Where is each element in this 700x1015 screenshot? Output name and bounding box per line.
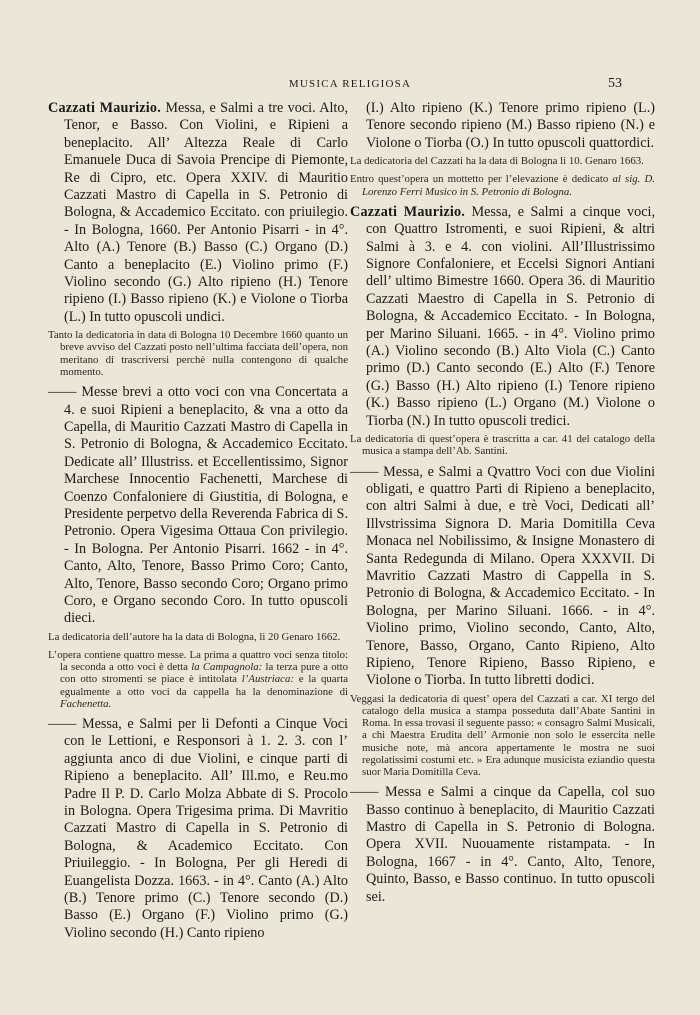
note-text: e la quarta egualmente a otto voci da cappella ha la denominazione di bbox=[60, 673, 348, 698]
entry-author: Cazzati Maurizio. bbox=[350, 203, 466, 220]
entry-messe-brevi bbox=[48, 384, 348, 628]
note-text: Entro quest’opera un mottetto per l’elevazione è dedicato bbox=[350, 173, 609, 186]
page-number: 53 bbox=[608, 76, 622, 91]
entry-text: Messe brevi a otto voci con vna Concertata a 4. e suoi Ripieni a beneplacito, & vna a otto da Capella, di Mauritio Cazzati Mastro di Capella in S. Petronio di Bologna, & Accademico Eccitato. Dedicate all’ Illustriss. et Eccellentissimo, Signor Marchese Innocentio Fachenetti, Marchese di Coenzo Confaloniere di Giustitia, di Bologna, e Presidente perpetvo della Reverenda Fabrica di S. Petronio. Opera Vigesima Ottaua Con privilegio. - In Bologna. Per Antonio Pisarri. 1662 - in 4°. Canto, Alto, Tenore, Basso Primo Coro; Canto, Alto, Tenore, Basso secondo Coro; Organo primo Coro, e Organo secondo Coro. In tutto opuscoli dieci. bbox=[64, 384, 348, 627]
note-title: la Campagnola: bbox=[191, 661, 263, 674]
note-title: Fachenetta. bbox=[60, 697, 112, 710]
entry-messa-cinque-capella bbox=[350, 784, 655, 906]
ditto-dash: —— bbox=[48, 716, 77, 732]
entry-text: Messa, e Salmi a cinque voci, con Quattro Istromenti, e suoi Ripieni, & altri Salmi à 3. e 4. con violini. All’Illustrissimo Signore Confaloniere, et Eccelsi Signori Antiani dell’ ultimo Bimestre 1660. Opera 36. di Mauritio Cazzati Maestro di Capella in S. Petronio di Bologna, & Accademico Eccitato. - In Bologna, per Marino Siluani. 1665. - in 4°. Violino primo (A.) Violino secondo (B.) Alto Viola (C.) Canto primo (D.) Canto secondo (E.) Alto (F.) Tenore (G.) Basso (H.) Alto ripieno (I.) Tenore ripieno (K.) Basso ripieno (L.) Organo (M.) Violone o Tiorba (N.) In tutto opuscoli tredici. bbox=[366, 203, 655, 429]
ditto-dash: —— bbox=[350, 784, 379, 801]
entry-text: Messa, e Salmi a Qvattro Voci con due Violini obligati, e quattro Parti di Ripieno a beneplacito, con altri Salmi à due, e trè Voci, Dedicati all’ Illvstrissima Signora D. Maria Domitilla Ceva Monaca nel Nobilissimo, & Insigne Monastero di Santa Redegunda di Milano. Opera XXXVII. Di Mavritio Cazzati Mastro di Cappella in S. Petronio di Bologna, & Accademico Eccitato. - In Bologna, per Marino Siluani. 1666. - in 4°. Violino primo, Violino secondo, Canto, Alto, Tenore, Basso, Organo, Canto Ripieno, Alto Ripieno, Tenore Ripieno, Basso Ripieno, e Violone o Tiorba. In tutto libretti dodici. bbox=[366, 463, 656, 689]
note-text: L’opera contiene quattro messe. La prima a quattro voci senza titolo: la seconda a otto voci è detta bbox=[48, 648, 348, 674]
right-column bbox=[350, 100, 655, 908]
note-dedicatoria-1662: La dedicatoria dell’autore ha la data di Bologna, li 20 Genaro 1662. bbox=[48, 630, 341, 643]
entry-text: Messa e Salmi a cinque da Capella, col suo Basso continuo à beneplacito, di Mauritio Cazzati Mastro di Capella in S. Petronio di Bologna. Opera XVII. Nuouamente ristampata. - In Bologna, 1667 - in 4°. Canto, Alto, Tenore, Quinto, Basso, e Basso continuo. In tutto opuscoli sei. bbox=[366, 784, 655, 905]
ditto-dash: —— bbox=[350, 463, 379, 480]
note-mottetto bbox=[350, 173, 655, 197]
page-header bbox=[0, 78, 700, 98]
note-dedicatoria-1660: Tanto la dedicatoria in data di Bologna 10 Decembre 1660 quanto un breve avviso del Cazzati posto nell’ultima facciata dell’opera, non meritano di trascriversi perchè nulla contengono di qualche momento. bbox=[48, 329, 348, 378]
note-title: l’Austriaca: bbox=[241, 673, 294, 686]
entry-text: Messa, e Salmi per li Defonti a Cinque Voci con le Lettioni, e Responsori à 1. 2. 3. con l’ aggiunta anco di due Violini, e cinque parti di Ripieno a beneplacito. All’ Ill.mo, e Reu.mo Padre Il P. D. Carlo Molza Abbate di S. Procolo in Bologna. Opera Trigesima prima. Di Mavritio Cazzati Mastro di Capella in S. Petronio di Bologna, & Academico Eccitato. Con Priuileggio. - In Bologna, Per gli Heredi di Euangelista Dozza. 1663. - in 4°. Canto (A.) Alto (B.) Tenore primo (C.) Tenore secondo (D.) Basso (E.) Organo (F.) Violino primo (G.) Violino secondo (H.) Canto ripieno bbox=[64, 716, 349, 941]
note-domitilla-ceva: Veggasi la dedicatoria di quest’ opera del Cazzati a car. XI tergo del catalogo della musica a stampa posseduta dall’Abate Santini in Roma. In essa trovasi il seguente passo: « consagro Salmi Musicali, a chi Maestra Erudita dell’ Armonie non solo le essercita nelle musiche note, mà ancora appertamente le mostra ne suoi regolatissimi costumi etc. » Era adunque musicista eziandio questa suor Maria Domitilla Ceva. bbox=[350, 692, 655, 779]
entry-continuation: (I.) Alto ripieno (K.) Tenore primo ripieno (L.) Tenore secondo ripieno (M.) Basso ripieno (N.) e Violone o Tiorba (O.) In tutto opuscoli quattordici. bbox=[366, 100, 655, 151]
ditto-dash: —— bbox=[48, 384, 77, 401]
entry-messa-salmi-tre-voci bbox=[48, 100, 348, 326]
note-quattro-messe bbox=[48, 649, 348, 710]
note-catalogo-santini: La dedicatoria di quest’opera è trascritta a car. 41 del catalogo della musica a stampa dell’Ab. Santini. bbox=[350, 433, 655, 458]
note-dedicatee: al sig. D. Lorenzo Ferri Musico in S. Petronio di Bologna. bbox=[362, 173, 655, 198]
running-title: MUSICA RELIGIOSA bbox=[288, 78, 412, 90]
left-column bbox=[48, 100, 348, 944]
entry-messa-quattro-voci bbox=[350, 464, 655, 690]
note-dedicatoria-1663: La dedicatoria del Cazzati ha la data di Bologna li 10. Genaro 1663. bbox=[350, 155, 644, 168]
entry-messa-salmi-cinque-voci bbox=[350, 204, 655, 430]
note-text: la terza pure a otto con otto stromenti se piace è intitolata bbox=[60, 661, 349, 686]
entry-messa-defonti bbox=[48, 716, 348, 942]
entry-author: Cazzati Maurizio. bbox=[48, 100, 161, 116]
entry-text: Messa, e Salmi a tre voci. Alto, Tenor, e Basso. Con Violini, e Ripieni a beneplacito. All’ Altezza Reale di Carlo Emanuele Duca di Savoia Prencipe di Piemonte, Re di Cipro, etc. Opera XXIV. di Mauritio Cazzati Mastro di Capella in S. Petronio di Bologna, & Accademico Eccitato. con priuilegio. - In Bologna, 1660. Per Antonio Pisarri - in 4°. Alto (A.) Tenore (B.) Basso (C.) Organo (D.) Canto a beneplacito (E.) Violino primo (F.) Violino secondo (G.) Alto ripieno (H.) Tenore ripieno (I.) Basso ripieno (K.) e Violone o Tiorba (L.) In tutto opuscoli undici. bbox=[64, 100, 348, 325]
